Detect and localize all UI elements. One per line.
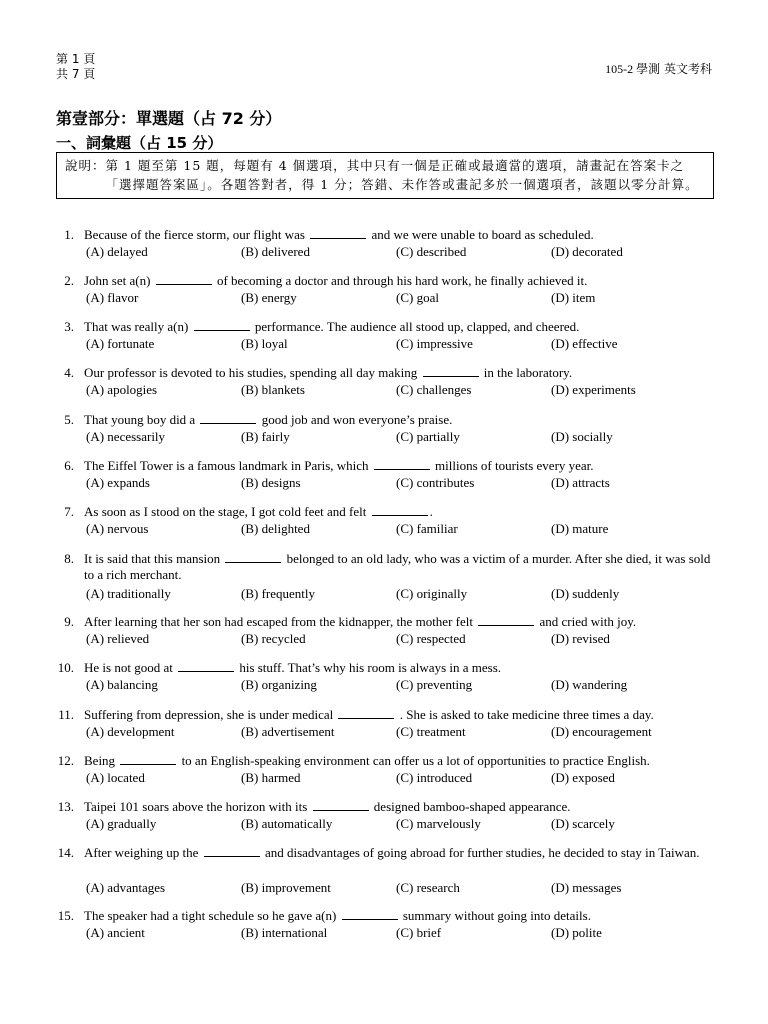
option-row [86,770,706,786]
answer-option: (A) located [86,770,145,785]
stem-after-blank: . She is asked to take medicine three times a day. [396,707,654,722]
question-number: 3. [64,319,74,334]
answer-option: (D) attracts [551,475,610,490]
stem-after-blank: designed bamboo-shaped appearance. [370,799,571,814]
answer-blank [194,319,250,331]
stem-after-blank: and cried with joy. [536,614,637,629]
answer-blank [372,504,428,516]
answer-option: (D) encouragement [551,724,652,739]
instructions-text: 第 1 題至第 15 題，每題有 4 個選項，其中只有一個是正確或最適當的選項，請畫記在答案卡之「選擇題答案區」。各題答對者，得 1 分；答錯、未作答或畫記多於一個選項者，該題以零分計算。 [105,158,699,192]
answer-blank [310,227,366,239]
stem-before-blank: That young boy did a [84,412,196,427]
answer-blank [423,365,479,377]
stem-before-blank: He is not good at [84,660,173,675]
answer-blank [374,458,430,470]
answer-option: (B) blankets [241,382,305,397]
answer-option: (C) treatment [396,724,466,739]
option-row [86,429,706,445]
part-title: 第壹部分：單選題（占 72 分） [56,109,282,128]
page-total: 共 7 頁 [56,67,96,81]
answer-option: (B) designs [241,475,301,490]
question-stem [84,227,716,243]
answer-option: (B) harmed [241,770,301,785]
question-stem [84,365,716,381]
question-number: 11. [58,707,74,722]
stem-after-blank: good job and won everyone’s praise. [258,412,453,427]
stem-before-blank: After weighing up the [84,845,199,860]
question-stem [84,845,716,861]
option-row [86,244,706,260]
question-number: 10. [57,660,74,675]
option-row [86,677,706,693]
answer-option: (C) partially [396,429,460,444]
question-stem [84,753,716,769]
stem-after-blank: and we were unable to board as scheduled. [368,227,594,242]
answer-option: (C) brief [396,925,442,940]
option-row [86,336,706,352]
question-number: 14. [57,845,74,860]
question-stem [84,660,716,676]
answer-option: (B) delivered [241,244,310,259]
answer-option: (C) contributes [396,475,475,490]
question-stem [84,908,716,924]
answer-option: (B) loyal [241,336,288,351]
question-number: 13. [57,799,74,814]
answer-option: (A) relieved [86,631,150,646]
answer-option: (A) balancing [86,677,158,692]
answer-option: (C) originally [396,586,468,601]
question-number: 4. [64,365,74,380]
answer-option: (C) challenges [396,382,472,397]
answer-option: (D) exposed [551,770,615,785]
option-row [86,631,706,647]
question-stem [84,458,716,474]
stem-before-blank: John set a(n) [84,273,151,288]
stem-after-blank: and disadvantages of going abroad for further studies, he decided to stay in Taiwan. [261,845,700,860]
stem-after-blank: . [429,504,433,519]
answer-option: (D) polite [551,925,602,940]
option-row [86,290,706,306]
stem-after-blank: in the laboratory. [480,365,573,380]
answer-option: (A) ancient [86,925,145,940]
answer-option: (B) organizing [241,677,317,692]
answer-blank [225,551,281,563]
answer-option: (B) delighted [241,521,310,536]
option-row [86,521,706,537]
question-stem [84,319,716,335]
stem-before-blank: As soon as I stood on the stage, I got cold feet and felt [84,504,367,519]
exam-name: 學測 英文考科 [636,62,712,76]
answer-option: (C) preventing [396,677,473,692]
answer-option: (D) revised [551,631,610,646]
stem-before-blank: It is said that this mansion [84,551,221,566]
stem-before-blank: After learning that her son had escaped from the kidnapper, the mother felt [84,614,473,629]
answer-option: (D) messages [551,880,622,895]
answer-option: (B) frequently [241,586,316,601]
stem-after-blank: to an English-speaking environment can offer us a lot of opportunities to practice English. [178,753,650,768]
stem-after-blank: performance. The audience all stood up, clapped, and cheered. [251,319,580,334]
answer-blank [338,707,394,719]
answer-option: (C) goal [396,290,439,305]
option-row [86,816,706,832]
answer-option: (B) advertisement [241,724,335,739]
exam-code: 105-2 [605,62,634,76]
answer-option: (C) introduced [396,770,473,785]
question-number: 8. [64,551,74,566]
stem-after-blank: millions of tourists every year. [431,458,594,473]
answer-blank [313,799,369,811]
option-row [86,475,706,491]
page-indicator [56,52,95,82]
question-number: 1. [64,227,74,242]
answer-option: (A) fortunate [86,336,155,351]
answer-option: (B) fairly [241,429,290,444]
exam-header [605,60,712,77]
stem-before-blank: The Eiffel Tower is a famous landmark in Paris, which [84,458,369,473]
question-stem [84,412,716,428]
question-number: 15. [57,908,74,923]
stem-after-blank: summary without going into details. [399,908,591,923]
answer-blank [156,273,212,285]
instructions-label: 說明： [65,158,106,173]
answer-blank [178,660,234,672]
answer-option: (A) necessarily [86,429,166,444]
answer-option: (A) gradually [86,816,157,831]
answer-option: (C) research [396,880,460,895]
question-number: 9. [64,614,74,629]
answer-blank [200,412,256,424]
question-stem [84,551,716,583]
answer-option: (D) socially [551,429,613,444]
section-title: 一、詞彙題（占 15 分） [56,134,223,152]
stem-before-blank: Suffering from depression, she is under medical [84,707,334,722]
answer-option: (B) energy [241,290,297,305]
answer-option: (A) flavor [86,290,139,305]
answer-option: (D) wandering [551,677,628,692]
answer-option: (A) advantages [86,880,166,895]
answer-option: (D) item [551,290,596,305]
stem-after-blank: belonged to an old lady, who was a victim of a murder. After she died, it was sold to a rich merchant. [84,551,711,582]
answer-option: (D) experiments [551,382,636,397]
instructions-box [56,152,714,199]
answer-blank [204,845,260,857]
option-row [86,382,706,398]
answer-option: (C) impressive [396,336,473,351]
answer-blank [120,753,176,765]
question-stem [84,799,716,815]
answer-option: (A) delayed [86,244,148,259]
question-number: 7. [64,504,74,519]
stem-before-blank: Because of the fierce storm, our flight was [84,227,305,242]
question-stem [84,707,716,723]
question-number: 2. [64,273,74,288]
answer-option: (D) mature [551,521,609,536]
stem-before-blank: Taipei 101 soars above the horizon with its [84,799,308,814]
answer-option: (A) expands [86,475,150,490]
question-number: 6. [64,458,74,473]
option-row [86,925,706,941]
answer-option: (A) apologies [86,382,158,397]
answer-blank [342,908,398,920]
stem-before-blank: That was really a(n) [84,319,189,334]
stem-after-blank: his stuff. That’s why his room is always in a mess. [236,660,502,675]
answer-option: (C) described [396,244,467,259]
question-stem [84,504,716,520]
question-stem [84,273,716,289]
stem-before-blank: Our professor is devoted to his studies, spending all day making [84,365,418,380]
stem-before-blank: The speaker had a tight schedule so he gave a(n) [84,908,337,923]
answer-option: (A) nervous [86,521,149,536]
answer-option: (C) respected [396,631,466,646]
question-number: 5. [64,412,74,427]
question-number: 12. [57,753,74,768]
answer-blank [478,614,534,626]
option-row [86,586,706,602]
answer-option: (D) suddenly [551,586,620,601]
answer-option: (B) recycled [241,631,306,646]
answer-option: (D) scarcely [551,816,615,831]
option-row [86,880,706,896]
answer-option: (A) development [86,724,175,739]
answer-option: (D) effective [551,336,618,351]
question-stem [84,614,716,630]
answer-option: (C) familiar [396,521,458,536]
answer-option: (B) international [241,925,328,940]
answer-option: (D) decorated [551,244,623,259]
page-number: 第 1 頁 [56,52,96,66]
answer-option: (A) traditionally [86,586,171,601]
answer-option: (B) automatically [241,816,333,831]
stem-after-blank: of becoming a doctor and through his hard work, he finally achieved it. [213,273,588,288]
stem-before-blank: Being [84,753,116,768]
option-row [86,724,706,740]
answer-option: (C) marvelously [396,816,481,831]
answer-option: (B) improvement [241,880,331,895]
